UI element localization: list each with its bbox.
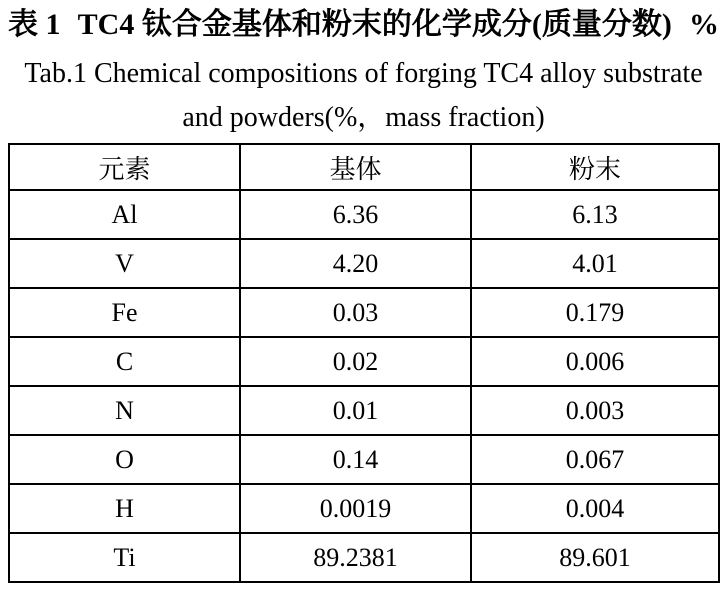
cell-element: N — [9, 386, 240, 435]
cell-substrate-value: 4.20 — [240, 239, 471, 288]
table-row — [9, 386, 719, 435]
column-header-substrate: 基体 — [240, 144, 471, 190]
cell-powder-value: 0.179 — [471, 288, 719, 337]
cell-substrate-value: 6.36 — [240, 190, 471, 239]
cell-element: O — [9, 435, 240, 484]
cell-powder-value: 89.601 — [471, 533, 719, 582]
cell-powder-value: 0.067 — [471, 435, 719, 484]
cell-powder-value: 0.003 — [471, 386, 719, 435]
table-caption-en-line1: Tab.1 Chemical compositions of forging TC4 alloy substrate — [24, 58, 703, 89]
table-row — [9, 239, 719, 288]
cell-substrate-value: 0.03 — [240, 288, 471, 337]
cell-powder-value: 4.01 — [471, 239, 719, 288]
cell-element: Fe — [9, 288, 240, 337]
table-title-zh: TC4 钛合金基体和粉末的化学成分(质量分数) — [77, 8, 672, 41]
cell-substrate-value: 0.0019 — [240, 484, 471, 533]
table-row — [9, 288, 719, 337]
table-row — [9, 484, 719, 533]
table-caption-en-line2: and powders(%，mass fraction) — [182, 102, 545, 133]
table-caption-zh — [0, 6, 727, 44]
column-header-element: 元素 — [9, 144, 240, 190]
composition-table — [8, 143, 720, 583]
table-unit-label: % — [689, 8, 719, 41]
cell-substrate-value: 89.2381 — [240, 533, 471, 582]
table-header-row — [9, 144, 719, 190]
cell-powder-value: 6.13 — [471, 190, 719, 239]
cell-element: V — [9, 239, 240, 288]
cell-element: C — [9, 337, 240, 386]
table-row — [9, 435, 719, 484]
table-row — [9, 337, 719, 386]
cell-powder-value: 0.006 — [471, 337, 719, 386]
table-number-label: 表 1 — [8, 8, 61, 41]
cell-powder-value: 0.004 — [471, 484, 719, 533]
cell-element: Ti — [9, 533, 240, 582]
cell-substrate-value: 0.01 — [240, 386, 471, 435]
cell-substrate-value: 0.02 — [240, 337, 471, 386]
column-header-powder: 粉末 — [471, 144, 719, 190]
table-row — [9, 190, 719, 239]
table-row — [9, 533, 719, 582]
cell-element: H — [9, 484, 240, 533]
cell-element: Al — [9, 190, 240, 239]
cell-substrate-value: 0.14 — [240, 435, 471, 484]
